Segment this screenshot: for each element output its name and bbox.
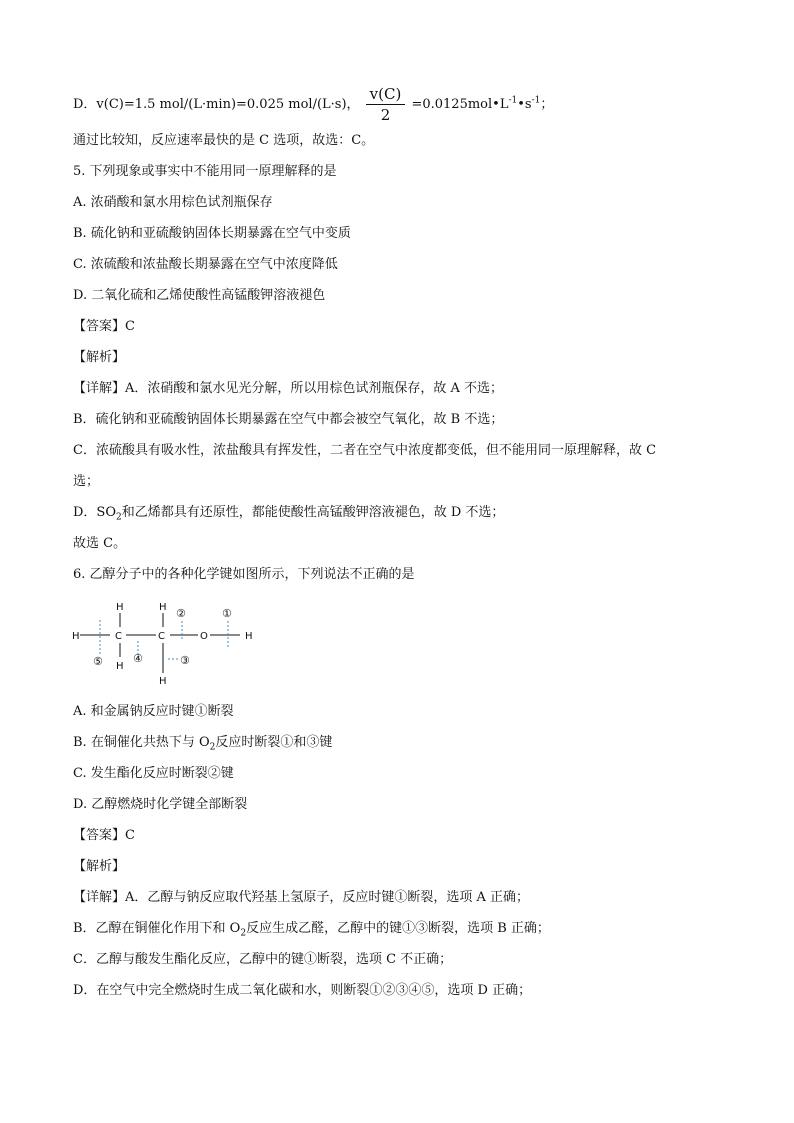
q4-conclusion: 通过比较知，反应速率最快的是 C 选项，故选：C。: [73, 133, 375, 148]
subscript: 2: [240, 928, 247, 939]
q5-option-c: C. 浓硫酸和浓盐酸长期暴露在空气中浓度降低: [73, 257, 338, 272]
q6-detail-a: 【详解】A．乙醇与钠反应取代羟基上氢原子，反应时键①断裂，选项 A 正确；: [73, 890, 530, 905]
q4-d-unit: •s: [517, 97, 532, 112]
q5-option-d: D. 二氧化硫和乙烯使酸性高锰酸钾溶液褪色: [73, 288, 326, 303]
q4-d-result: =0.0125mol•L: [411, 97, 509, 112]
q5-detail-b: B．硫化钠和亚硫酸钠固体长期暴露在空气中都会被空气氧化，故 B 不选；: [73, 412, 504, 427]
q5-answer: 【答案】C: [73, 319, 135, 334]
q6-analysis-heading: 【解析】: [73, 859, 126, 874]
superscript: -1: [508, 95, 518, 106]
q6-option-b: [73, 734, 332, 757]
atom-o: O: [200, 631, 208, 642]
atom-h-left: H: [72, 631, 80, 642]
atom-h-c2-top: H: [159, 602, 167, 613]
q5-detail-a: 【详解】A．浓硝酸和氯水见光分解，所以用棕色试剂瓶保存，故 A 不选；: [73, 381, 504, 396]
q6-option-b-text: 反应时断裂①和③键: [215, 735, 333, 750]
q5-stem: 5. 下列现象或事实中不能用同一原理解释的是: [73, 164, 337, 179]
bond-label-2: ②: [176, 607, 186, 620]
q6-detail-b-text: B．乙醇在铜催化作用下和 O: [73, 921, 241, 936]
fraction-denominator: 2: [380, 106, 391, 124]
q6-option-d: D. 乙醇燃烧时化学键全部断裂: [73, 797, 248, 812]
q6-option-c: C. 发生酯化反应时断裂②键: [73, 766, 234, 781]
q6-detail-d: D．在空气中完全燃烧时生成二氧化碳和水，则断裂①②③④⑤，选项 D 正确；: [73, 983, 532, 998]
q4-d-text: D．v(C)=1.5 mol/(L·min)=0.025 mol/(L·s)，: [73, 97, 360, 112]
subscript: 2: [209, 742, 216, 753]
q5-option-a: A. 浓硝酸和氯水用棕色试剂瓶保存: [73, 195, 273, 210]
q5-detail-c-cont: 选；: [73, 474, 100, 489]
bond-label-1: ①: [222, 607, 232, 620]
q5-conclusion: 故选 C。: [73, 536, 127, 551]
q4-d-end: ；: [540, 97, 554, 112]
bond-label-3: ③: [180, 654, 190, 667]
q5-detail-d-text: D．SO: [73, 505, 116, 520]
fraction: [366, 84, 406, 125]
q6-stem: 6. 乙醇分子中的各种化学键如图所示，下列说法不正确的是: [73, 567, 415, 582]
superscript: -1: [531, 95, 541, 106]
q5-detail-d-text: 和乙烯都具有还原性，都能使酸性高锰酸钾溶液褪色，故 D 不选；: [121, 505, 505, 520]
q5-detail-d: [73, 504, 504, 527]
q6-option-a: A. 和金属钠反应时键①断裂: [73, 704, 234, 719]
q5-analysis-heading: 【解析】: [73, 350, 126, 365]
atom-h-c2-bottom: H: [159, 676, 167, 687]
atom-h-right: H: [245, 631, 253, 642]
q4-option-d-line: [73, 84, 553, 125]
q6-detail-c: C．乙醇与酸发生酯化反应，乙醇中的键①断裂，选项 C 不正确；: [73, 952, 453, 967]
q6-answer: 【答案】C: [73, 828, 135, 843]
ethanol-structure-diagram: [60, 595, 270, 690]
fraction-numerator: v(C): [366, 84, 406, 105]
atom-h-c1-bottom: H: [116, 661, 124, 672]
q6-detail-b-text: 反应生成乙醛，乙醇中的键①③断裂，选项 B 正确；: [246, 921, 550, 936]
bond-label-5: ⑤: [93, 655, 103, 668]
atom-h-c1-top: H: [116, 602, 124, 613]
subscript: 2: [116, 512, 122, 523]
bond-label-4: ④: [133, 652, 143, 665]
q6-detail-b: [73, 920, 550, 943]
atom-c1: C: [115, 631, 122, 642]
atom-c2: C: [158, 631, 165, 642]
q6-option-b-text: B. 在铜催化共热下与 O: [73, 735, 210, 750]
q5-detail-c: C．浓硫酸具有吸水性，浓盐酸具有挥发性，二者在空气中浓度都变低，但不能用同一原理解释，故 C: [73, 443, 657, 458]
q5-option-b: B. 硫化钠和亚硫酸钠固体长期暴露在空气中变质: [73, 226, 351, 241]
